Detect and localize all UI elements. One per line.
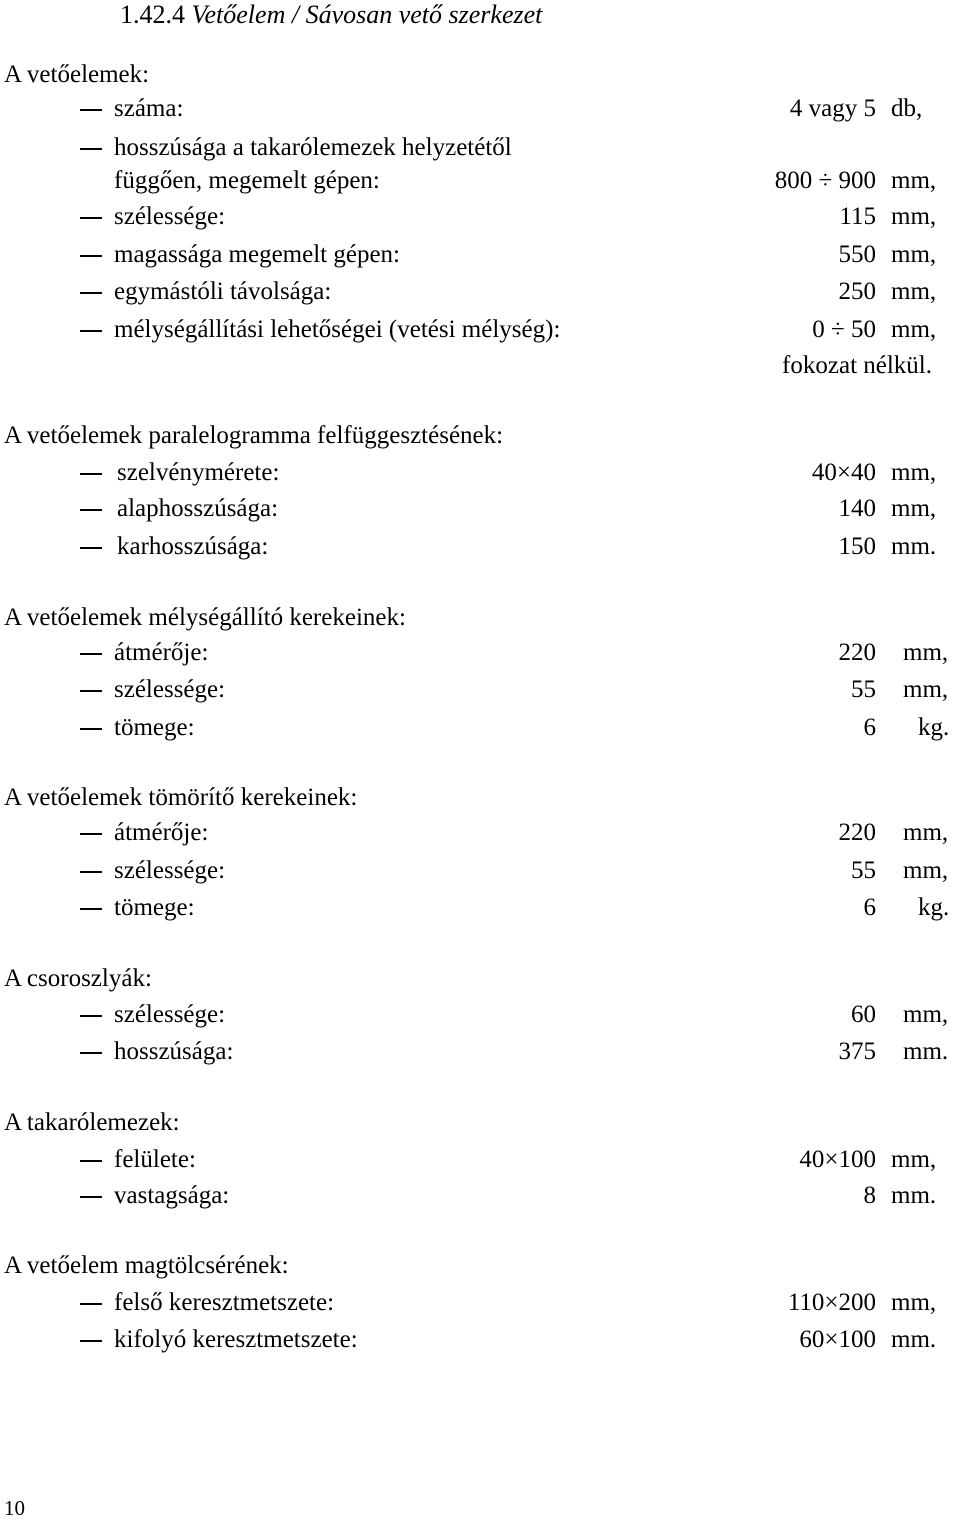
section-number: 1.42.4 [120,0,185,29]
spec-label: vastagsága: [114,1182,230,1209]
spec-value: 140 [838,495,876,522]
spec-row [0,458,960,488]
list-dash [80,690,102,692]
section-heading: A vetőelemek: [4,61,150,88]
spec-label: kifolyó keresztmetszete: [114,1326,358,1353]
list-dash [80,1052,102,1054]
spec-row [0,1145,960,1175]
spec-value: 115 [839,203,876,230]
spec-label: átmérője: [114,819,209,846]
spec-row [0,1037,960,1067]
spec-row [0,1000,960,1030]
spec-label: szélessége: [114,676,226,703]
list-dash [80,109,102,111]
spec-value: 0 ÷ 50 [812,316,876,343]
page-number: 10 [4,1496,25,1520]
list-dash [80,547,102,549]
spec-value: 60 [851,1001,876,1028]
spec-label: tömege: [114,714,195,741]
spec-unit: mm, [903,819,949,846]
spec-label: hosszúsága: [114,1038,234,1065]
spec-label: alaphosszúsága: [117,495,279,522]
list-dash [80,473,102,475]
spec-value: 220 [838,639,876,666]
spec-unit: mm, [891,1289,937,1316]
list-dash [80,1160,102,1162]
spec-value: 220 [838,819,876,846]
section-title-text: Vetőelem / Sávosan vető szerkezet [191,0,543,29]
spec-value: 6 [863,714,876,741]
list-dash [80,255,102,257]
spec-label: szélessége: [114,857,226,884]
spec-label: tömege: [114,894,195,921]
spec-row [0,166,960,196]
spec-label: magassága megemelt gépen: [114,241,400,268]
spec-row [0,1325,960,1355]
section-heading: A vetőelem magtölcsérének: [4,1252,289,1279]
spec-row [0,638,960,668]
list-dash [80,1340,102,1342]
spec-unit: mm, [903,639,949,666]
spec-row [0,240,960,270]
spec-label: felülete: [114,1146,196,1173]
spec-value: 550 [838,241,876,268]
spec-unit: mm, [891,459,937,486]
spec-unit: mm, [903,1001,949,1028]
spec-unit: mm, [903,857,949,884]
page-title [120,0,542,30]
spec-row [0,532,960,562]
spec-value: 375 [838,1038,876,1065]
list-dash [80,509,102,511]
list-dash [80,1303,102,1305]
section-heading: A vetőelemek mélységállító kerekeinek: [4,604,406,631]
spec-value: 6 [863,894,876,921]
spec-value: 4 vagy 5 [789,95,876,122]
spec-label: függően, megemelt gépen: [114,167,380,194]
spec-note: fokozat nélkül. [782,352,932,379]
section-heading: A csoroszlyák: [4,965,152,992]
spec-value: 150 [838,533,876,560]
spec-row [0,1181,960,1211]
spec-label: egymástóli távolsága: [114,278,332,305]
spec-row [0,494,960,524]
spec-unit: mm. [891,533,937,560]
section-heading: A vetőelemek paralelogramma felfüggesztésének: [4,422,504,449]
spec-value: 250 [838,278,876,305]
spec-value: 55 [851,676,876,703]
spec-unit: kg. [918,894,950,921]
spec-unit: db, [891,95,923,122]
spec-row [0,713,960,743]
spec-unit: mm, [891,316,937,343]
spec-unit: mm, [891,495,937,522]
spec-row [0,893,960,923]
spec-label: karhosszúsága: [117,533,269,560]
spec-label: szélessége: [114,203,226,230]
list-dash [80,1015,102,1017]
spec-row [0,856,960,886]
spec-label: mélységállítási lehetőségei (vetési mélység): [114,316,561,343]
spec-row [0,277,960,307]
spec-label: átmérője: [114,639,209,666]
spec-label: felső keresztmetszete: [114,1289,335,1316]
spec-value: 40×100 [799,1146,876,1173]
spec-label: hosszúsága a takarólemezek helyzetétől [114,134,512,161]
spec-value: 55 [851,857,876,884]
spec-label: száma: [114,95,184,122]
list-dash [80,871,102,873]
spec-row [0,818,960,848]
spec-row [0,94,960,124]
spec-unit: mm, [891,278,937,305]
spec-label: szelvénymérete: [117,459,280,486]
spec-unit: mm. [891,1326,937,1353]
list-dash [80,148,102,150]
list-dash [80,292,102,294]
spec-value: 110×200 [787,1289,876,1316]
spec-row [0,202,960,232]
spec-value: 40×40 [811,459,876,486]
list-dash [80,1196,102,1198]
spec-value: 800 ÷ 900 [774,167,876,194]
spec-row [0,315,960,345]
spec-row [0,675,960,705]
spec-value: 60×100 [799,1326,876,1353]
spec-row [0,1288,960,1318]
spec-row [0,133,960,163]
list-dash [80,217,102,219]
list-dash [80,908,102,910]
spec-unit: mm, [891,203,937,230]
list-dash [80,728,102,730]
spec-unit: kg. [918,714,950,741]
spec-unit: mm, [891,1146,937,1173]
spec-unit: mm, [891,241,937,268]
spec-value: 8 [863,1182,876,1209]
spec-label: szélessége: [114,1001,226,1028]
list-dash [80,833,102,835]
section-heading: A takarólemezek: [4,1109,180,1136]
spec-unit: mm, [891,167,937,194]
spec-unit: mm, [903,676,949,703]
spec-unit: mm. [903,1038,949,1065]
section-heading: A vetőelemek tömörítő kerekeinek: [4,784,358,811]
list-dash [80,653,102,655]
spec-unit: mm. [891,1182,937,1209]
list-dash [80,330,102,332]
